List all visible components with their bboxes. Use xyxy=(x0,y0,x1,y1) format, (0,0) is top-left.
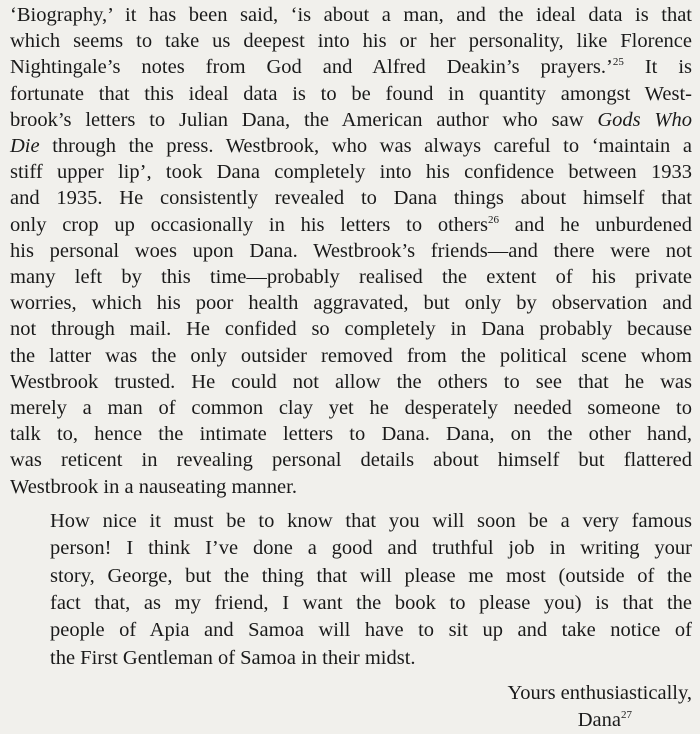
footnote-ref-27: 27 xyxy=(621,709,632,722)
letter-signature xyxy=(10,680,692,734)
quote-line: person! I think I’ve done a good and truthful job in writing your xyxy=(50,537,692,560)
paragraph-line: talk to, hence the intimate letters to Dana. Dana, on the other hand, xyxy=(10,423,692,446)
quote-line: the First Gentleman of Samoa in their midst. xyxy=(50,646,416,669)
quote-line: people of Apia and Samoa will have to sit up and take notice of xyxy=(50,619,692,642)
footnote-ref-26: 26 xyxy=(487,213,499,226)
block-quote xyxy=(10,508,692,672)
paragraph-line: was reticent in revealing personal details about himself but flattered xyxy=(10,449,692,472)
paragraph-line: Nightingale’s notes from God and Alfred Deakin’s prayers.’$^{25}$ It is xyxy=(10,56,692,79)
body-paragraph xyxy=(10,2,692,500)
paragraph-line: brook’s letters to Julian Dana, the American author who saw Gods Who xyxy=(10,108,693,131)
quote-line: fact that, as my friend, I want the book to please you) is that the xyxy=(50,592,692,615)
paragraph-line: Westbrook in a nauseating manner. xyxy=(10,475,297,498)
signature-name: Dana$^{27}$ xyxy=(577,709,632,732)
paragraph-line: the latter was the only outsider removed from the political scene whom xyxy=(10,344,692,367)
paragraph-line: stiff upper lip’, took Dana completely into his confidence between 1933 xyxy=(10,161,692,184)
paragraph-line: not through mail. He confided so completely in Dana probably because xyxy=(10,318,692,341)
paragraph-line: and 1935. He consistently revealed to Dana things about himself that xyxy=(10,187,692,210)
quote-line: story, George, but the thing that will please me most (outside of the xyxy=(50,564,692,587)
paragraph-line: worries, which his poor health aggravated, but only by observation and xyxy=(10,292,692,315)
paragraph-line: Die through the press. Westbrook, who was always careful to ‘maintain a xyxy=(10,135,692,158)
paragraph-line: ‘Biography,’ it has been said, ‘is about a man, and the ideal data is that xyxy=(10,4,692,26)
footnote-ref-25: 25 xyxy=(612,56,624,69)
paragraph-line: merely a man of common clay yet he desperately needed someone to xyxy=(10,397,692,420)
paragraph-line: his personal woes upon Dana. Westbrook’s friends—and there were not xyxy=(10,239,692,262)
signature-closing: Yours enthusiastically, xyxy=(507,682,692,705)
paragraph-line: many left by this time—probably realised the extent of his private xyxy=(10,266,692,289)
paragraph-line: only crop up occasionally in his letters to others$^{26}$ and he unburdened xyxy=(10,213,692,236)
paragraph-line: fortunate that this ideal data is to be found in quantity amongst West- xyxy=(10,82,692,105)
paragraph-line: Westbrook trusted. He could not allow the others to see that he was xyxy=(10,370,692,393)
quote-line: How nice it must be to know that you will soon be a very famous xyxy=(50,509,692,532)
book-title: Die xyxy=(10,135,40,158)
paragraph-line: which seems to take us deepest into his or her personality, like Florence xyxy=(10,30,692,53)
book-title: Gods Who xyxy=(597,108,693,131)
